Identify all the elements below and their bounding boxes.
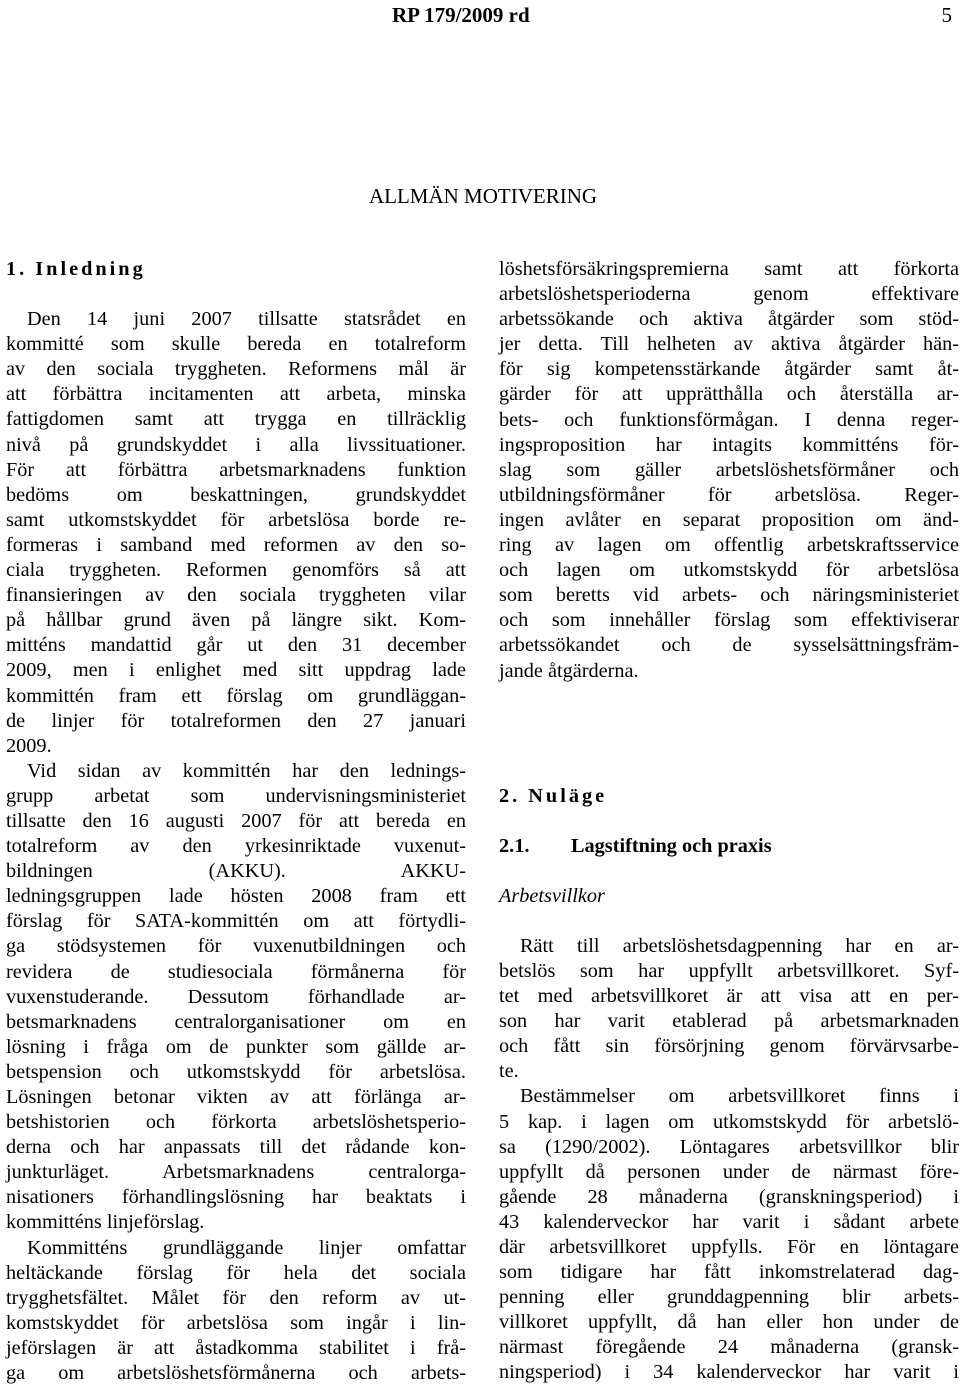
text-line: löshetsförsäkringspremierna samt att förkorta <box>499 258 959 280</box>
text-line: trygghetsfältet. Målet för den reform av ut- <box>6 1286 466 1309</box>
text-line: komstskyddet för arbetslösa som ingår i lin- <box>6 1311 466 1334</box>
text-line: bedöms om beskattningen, grundskyddet <box>6 483 466 506</box>
text-line: arbetslöshetsperioderna genom effektivare <box>499 283 959 306</box>
text-line: ga stödsystemen för vuxenutbildningen och <box>6 935 466 958</box>
text-line: Bestämmelser om arbetsvillkoret finns i <box>520 1085 959 1108</box>
text-line: 5 kap. i lagen om utkomstskydd för arbetslö- <box>499 1110 959 1133</box>
text-line: för sig kompetensstärkande åtgärder samt åt- <box>499 358 959 381</box>
text-line: ingsproposition har intagits kommitténs för- <box>499 433 959 456</box>
text-line: jer detta. Till helheten av aktiva åtgärder hän- <box>499 333 959 356</box>
right-column <box>499 257 959 1386</box>
text-line: de linjer för totalreformen den 27 januari <box>6 709 466 732</box>
text-line: finansieringen av den sociala tryggheten vilar <box>6 584 466 607</box>
paragraph-left-1 <box>6 307 466 759</box>
page-number: 5 <box>941 3 952 27</box>
text-line: penning eller grunddagpenning blir arbets- <box>499 1286 959 1309</box>
italic-heading-arbetsvillkor: Arbetsvillkor <box>499 884 605 907</box>
text-line: gående 28 månaderna (granskningsperiod) i <box>499 1185 959 1208</box>
text-line: ingen avlåter en separat proposition om änd- <box>499 508 959 531</box>
text-line: Lösningen betonar vikten av att förlänga ar- <box>6 1086 466 1108</box>
text-line: villkoret uppfyllt, då han eller hon under de <box>499 1311 959 1334</box>
text-line: grupp arbetat som undervisningsministeriet <box>6 784 466 807</box>
text-line: förslag för SATA-kommittén om att förtydli- <box>6 910 466 933</box>
text-line: jande åtgärderna. <box>499 659 639 682</box>
text-line: jeförslagen är att åstadkomma stabilitet i frå- <box>6 1336 466 1359</box>
text-line: som tidigare har fått inkomstrelaterad dag- <box>499 1261 959 1284</box>
subheading-title: Lagstiftning och praxis <box>571 834 772 857</box>
text-line: formeras i samband med reformen av den so- <box>6 533 466 556</box>
text-line: ga om arbetslöshetsförmånerna och arbets- <box>6 1362 466 1385</box>
text-line: nivå på grundskyddet i alla livssituationer. <box>6 433 466 456</box>
text-line: betsmarknadens centralorganisationer om en <box>6 1010 466 1033</box>
paragraph-left-2 <box>6 759 466 1236</box>
text-line: på hållbar grund även på längre sikt. Kom- <box>6 609 466 632</box>
text-line: kommittén fram ett förslag om grundläggan- <box>6 684 466 707</box>
section-title: ALLMÄN MOTIVERING <box>368 184 598 208</box>
text-line: te. <box>499 1060 519 1083</box>
text-line: som beretts vid arbets- och näringsministeriet <box>499 584 959 607</box>
text-line: ledningsgruppen lade hösten 2008 fram ett <box>6 885 466 908</box>
text-line: och lagen om utkomstskydd för arbetslösa <box>499 559 959 582</box>
subheading-lagstiftning <box>499 834 959 859</box>
paragraph-right-3 <box>499 1084 959 1385</box>
text-line: där arbetsvillkoret uppfylls. För en löntagare <box>499 1236 959 1258</box>
text-line: Rätt till arbetslöshetsdagpenning har en ar- <box>520 934 959 957</box>
text-line: För att förbättra arbetsmarknadens funktion <box>6 458 466 481</box>
text-line: betshistorien och förkorta arbetslöshetsperio- <box>6 1111 466 1134</box>
text-line: kommitté som skulle bereda en totalreform <box>6 333 466 356</box>
text-line: 2009, men i enlighet med sitt uppdrag lade <box>6 659 466 682</box>
text-line: kommitténs linjeförslag. <box>6 1211 205 1234</box>
text-line: gärder för att upprätthålla och återställa ar- <box>499 383 959 406</box>
text-line: uppfyllt då personen under de närmast före- <box>499 1160 959 1183</box>
heading-nulage: 2. Nuläge <box>499 784 608 807</box>
text-line: mitténs mandattid går ut den 31 december <box>6 634 466 657</box>
text-line: vuxenstuderande. Dessutom förhandlade ar- <box>6 985 466 1008</box>
text-line: Vid sidan av kommittén har den lednings- <box>27 759 466 782</box>
text-line: tillsatte den 16 augusti 2007 för att bereda en <box>6 809 466 832</box>
paragraph-right-1 <box>499 257 959 684</box>
text-line: Den 14 juni 2007 tillsatte statsrådet en <box>27 308 466 331</box>
text-line: betslös som har uppfyllt arbetsvillkoret. Syf- <box>499 959 959 982</box>
text-line: bets- och funktionsförmågan. I denna reger- <box>499 408 959 431</box>
text-line: fattigdomen samt att trygga en tillräcklig <box>6 408 466 431</box>
paragraph-left-3 <box>6 1236 466 1387</box>
text-line: 43 kalenderveckor har varit i sådant arbete <box>499 1210 959 1233</box>
text-line: samt utkomstskyddet för arbetslösa borde re- <box>6 508 466 531</box>
text-line: och som innehåller förslag som effektiviserar <box>499 609 959 632</box>
text-line: ningsperiod) i 34 kalenderveckor har varit i <box>499 1361 959 1384</box>
text-line: arbetssökandet och de sysselsättningsfräm- <box>499 634 959 657</box>
text-line: ring av lagen om offentlig arbetskraftsservice <box>499 534 959 557</box>
text-line: att förbättra incitamenten att arbeta, minska <box>6 383 466 406</box>
text-line: betspension och utkomstskydd för arbetslösa. <box>6 1060 466 1083</box>
text-line: sa (1290/2002). Löntagares arbetsvillkor blir <box>499 1135 959 1158</box>
text-line: heltäckande förslag för hela det sociala <box>6 1261 466 1284</box>
text-line: revidera de studiesociala förmånerna för <box>6 960 466 983</box>
text-line: nisationers förhandlingslösning har beaktats i <box>6 1186 466 1209</box>
text-line: slag som gäller arbetslöshetsförmåner och <box>499 458 959 481</box>
running-header-title: RP 179/2009 rd <box>392 3 530 27</box>
text-line: arbetssökande och aktiva åtgärder som stöd- <box>499 308 959 331</box>
text-line: son har varit etablerad på arbetsmarknaden <box>499 1010 959 1033</box>
subheading-number: 2.1. <box>499 834 530 857</box>
text-line: närmast föregående 24 månaderna (gransk- <box>499 1336 959 1359</box>
text-line: och fått sin försörjning genom förvärvsarbe- <box>499 1035 959 1058</box>
paragraph-right-2 <box>499 934 959 1085</box>
text-line: 2009. <box>6 734 52 757</box>
text-line: av den sociala tryggheten. Reformens mål är <box>6 358 466 381</box>
text-line: tet med arbetsvillkoret är att visa att en per- <box>499 985 959 1008</box>
heading-inledning: 1. Inledning <box>6 258 146 280</box>
text-line: totalreform av den yrkesinriktade vuxenut- <box>6 835 466 858</box>
text-line: lösning i fråga om de punkter som gällde ar- <box>6 1035 466 1058</box>
left-column <box>6 257 466 1386</box>
text-line: Kommitténs grundläggande linjer omfattar <box>27 1236 466 1259</box>
text-line: bildningen (AKKU). AKKU- <box>6 860 466 883</box>
text-line: utbildningsförmåner för arbetslösa. Reger- <box>499 483 959 506</box>
text-line: ciala tryggheten. Reformen genomförs så att <box>6 559 466 582</box>
text-line: junkturläget. Arbetsmarknadens centralorga- <box>6 1161 466 1184</box>
text-line: derna och har anpassats till det rådande kon- <box>6 1136 466 1159</box>
